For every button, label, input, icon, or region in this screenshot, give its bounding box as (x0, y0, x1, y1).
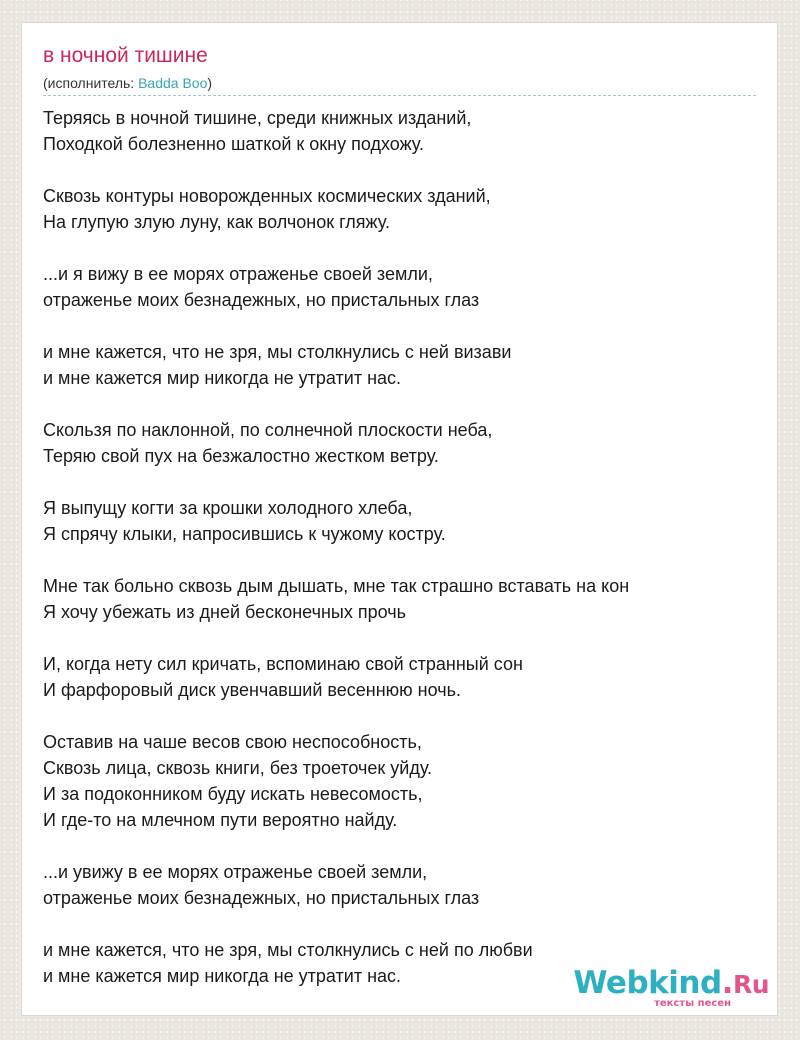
artist-prefix: (исполнитель: (43, 75, 139, 91)
lyric-line: Теряю свой пух на безжалостно жестком ветру. (43, 446, 439, 466)
lyric-stanza (43, 651, 763, 703)
lyric-line: И, когда нету сил кричать, вспоминаю свой странный сон (43, 654, 523, 674)
lyric-line: На глупую злую луну, как волчонок гляжу. (43, 212, 390, 232)
lyric-line: и мне кажется мир никогда не утратит нас. (43, 368, 402, 388)
lyric-line: Я хочу убежать из дней бесконечных прочь (43, 602, 406, 622)
lyric-line: Походкой болезненно шаткой к окну подхожу. (43, 134, 425, 154)
lyric-line: ...и увижу в ее морях отраженье своей земли, (43, 862, 428, 882)
artist-line (43, 74, 212, 92)
lyric-stanza (43, 261, 763, 313)
lyric-line: Сквозь лица, сквозь книги, без троеточек уйду. (43, 758, 433, 778)
lyric-line: Оставив на чаше весов свою неспособность, (43, 732, 422, 752)
logo-name: Webkind (573, 965, 722, 1001)
lyric-line: ...и я вижу в ее морях отраженье своей земли, (43, 264, 433, 284)
lyric-line: и мне кажется мир никогда не утратит нас. (43, 966, 402, 986)
lyric-line: Я выпущу когти за крошки холодного хлеба, (43, 498, 413, 518)
lyric-stanza (43, 859, 763, 911)
dashed-divider (43, 95, 756, 96)
lyric-line: И где-то на млечном пути вероятно найду. (43, 810, 398, 830)
lyric-line: и мне кажется, что не зря, мы столкнулись с ней по любви (43, 940, 533, 960)
lyric-stanza (43, 495, 763, 547)
song-card (21, 22, 778, 1016)
lyric-stanza (43, 183, 763, 235)
song-title: в ночной тишине (43, 44, 208, 67)
lyric-stanza (43, 105, 763, 157)
lyric-line: И за подоконником буду искать невесомость, (43, 784, 423, 804)
lyric-line: и мне кажется, что не зря, мы столкнулись с ней визави (43, 342, 512, 362)
lyrics-body (43, 105, 763, 1015)
lyric-stanza (43, 729, 763, 833)
lyric-line: Теряясь в ночной тишине, среди книжных изданий, (43, 108, 472, 128)
logo-tld: Ru (732, 970, 769, 999)
lyric-line: отраженье моих безнадежных, но пристальных глаз (43, 888, 480, 908)
site-logo[interactable] (569, 965, 769, 1015)
artist-link[interactable]: Badda Boo (138, 75, 208, 91)
lyric-line: Скользя по наклонной, по солнечной плоскости неба, (43, 420, 493, 440)
logo-dot: . (721, 965, 733, 1001)
lyric-stanza (43, 417, 763, 469)
lyric-line: Я спрячу клыки, напросившись к чужому костру. (43, 524, 446, 544)
logo-tagline: тексты песен (654, 998, 731, 1009)
lyric-line: отраженье моих безнадежных, но пристальных глаз (43, 290, 480, 310)
artist-suffix: ) (207, 75, 213, 91)
lyric-stanza (43, 573, 763, 625)
lyric-line: Сквозь контуры новорожденных космических зданий, (43, 186, 491, 206)
lyric-line: И фарфоровый диск увенчавший весеннюю ночь. (43, 680, 461, 700)
lyric-line: Мне так больно сквозь дым дышать, мне так страшно вставать на кон (43, 576, 630, 596)
lyric-stanza (43, 339, 763, 391)
